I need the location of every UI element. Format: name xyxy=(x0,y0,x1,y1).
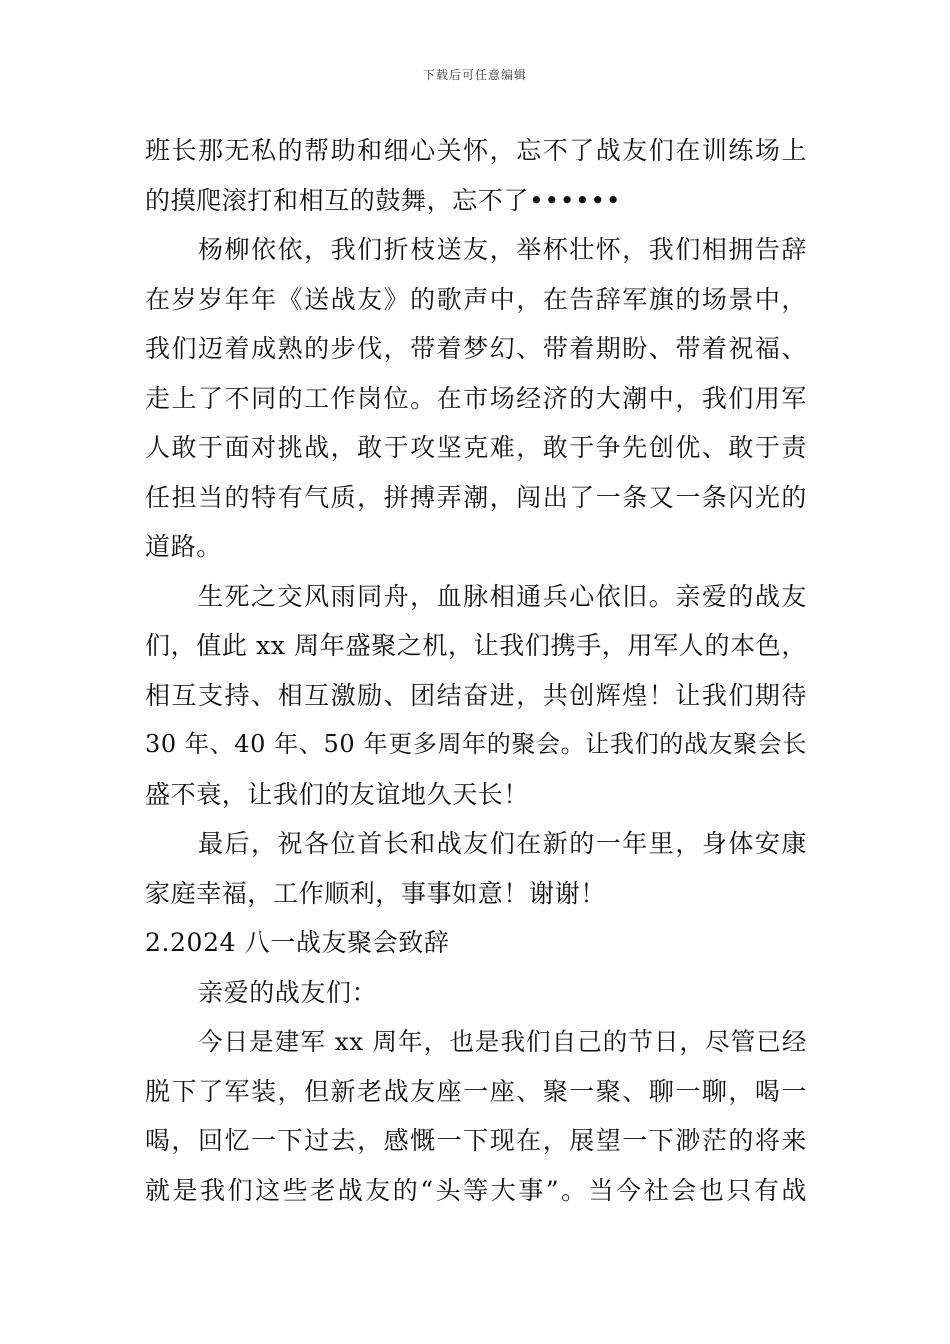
document-body xyxy=(145,126,807,1215)
text-line: 道路。 xyxy=(145,532,222,561)
text-line: 相互支持、相互激励、团结奋进，共创辉煌！让我们期待 xyxy=(145,680,807,710)
text-line: 的摸爬滚打和相互的鼓舞，忘不了•••••• xyxy=(145,185,622,215)
text-line: 杨柳依依，我们折枝送友，举杯壮怀，我们相拥告辞 xyxy=(198,235,807,264)
text-line: 家庭幸福，工作顺利，事事如意！谢谢！ xyxy=(145,878,606,908)
text-line: 走上了不同的工作岗位。在市场经济的大潮中，我们用军 xyxy=(145,383,807,413)
text-line: 人敢于面对挑战，敢于攻坚克难，敢于争先创优、敢于责 xyxy=(145,433,807,462)
text-line: 我们迈着成熟的步伐，带着梦幻、带着期盼、带着祝福、 xyxy=(145,334,807,363)
text-line: 今日是建军 xx 周年，也是我们自己的节日，尽管已经 xyxy=(198,1027,807,1056)
text-line: 最后，祝各位首长和战友们在新的一年里，身体安康 xyxy=(198,829,807,858)
text-line: 30 年、40 年、50 年更多周年的聚会。让我们的战友聚会长 xyxy=(145,730,807,758)
text-line: 们，值此 xx 周年盛聚之机，让我们携手，用军人的本色， xyxy=(145,631,807,660)
salutation: 亲爱的战友们： xyxy=(198,977,378,1007)
page-header: 下载后可任意编辑 xyxy=(422,68,527,82)
text-line: 脱下了军装，但新老战友座一座、聚一聚、聊一聊，喝一 xyxy=(145,1076,807,1106)
text-line: 喝，回忆一下过去，感慨一下现在，展望一下渺茫的将来 xyxy=(145,1126,807,1155)
text-line: 任担当的特有气质，拼搏弄潮，闯出了一条又一条闪光的 xyxy=(145,482,807,512)
text-line: 班长那无私的帮助和细心关怀，忘不了战友们在训练场上 xyxy=(145,136,807,165)
section-heading: 2.2024 八一战友聚会致辞 xyxy=(145,928,450,957)
text-line: 盛不衰，让我们的友谊地久天长！ xyxy=(145,779,530,809)
text-line: 就是我们这些老战友的“头等大事”。当今社会也只有战 xyxy=(145,1175,807,1205)
text-line: 生死之交风雨同舟，血脉相通兵心依旧。亲爱的战友 xyxy=(198,581,807,611)
text-line: 在岁岁年年《送战友》的歌声中，在告辞军旗的场景中， xyxy=(145,284,807,314)
